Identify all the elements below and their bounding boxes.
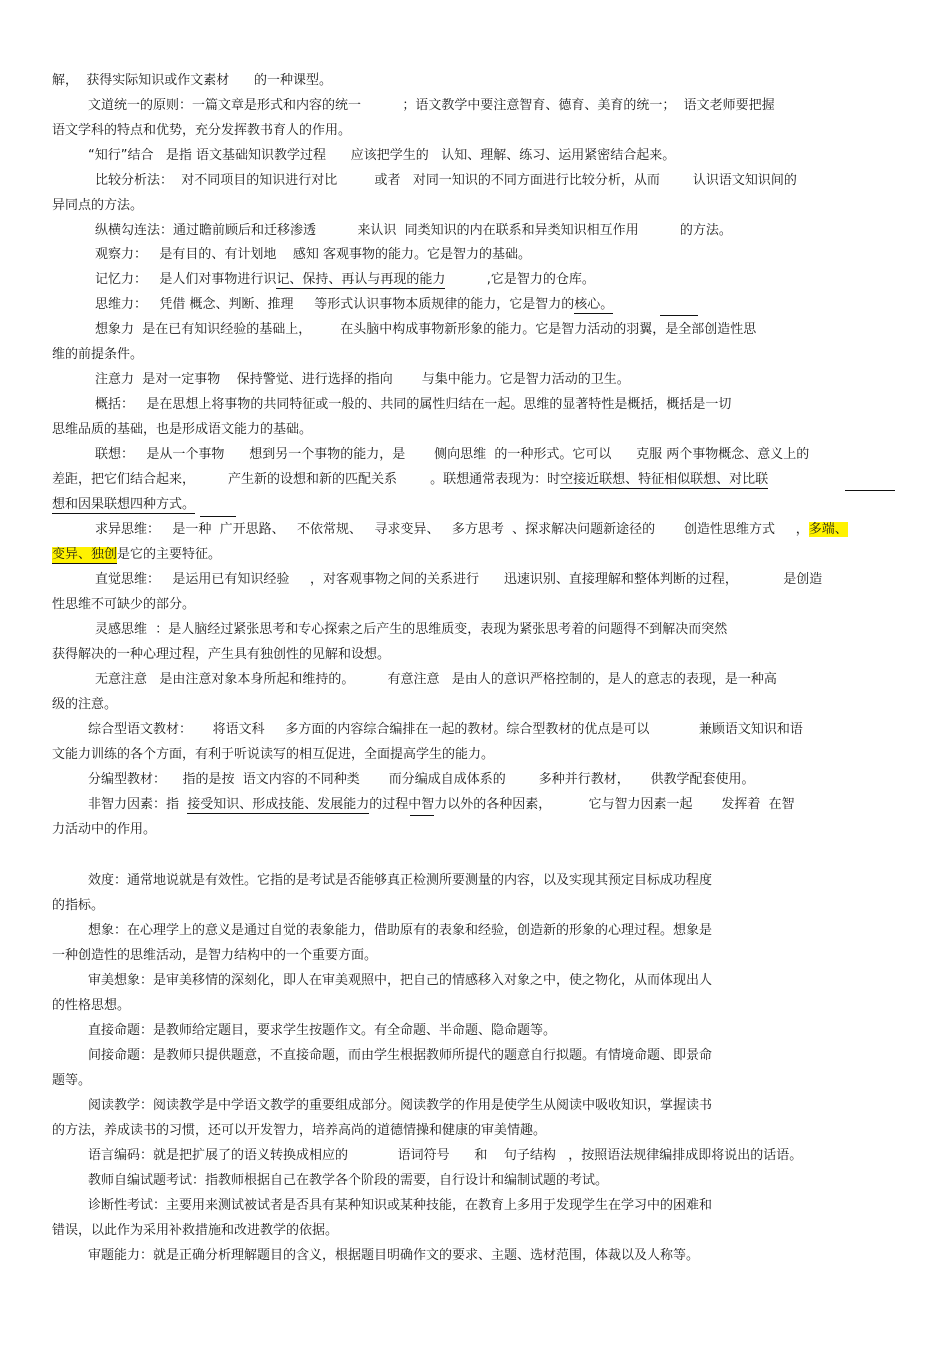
text-line: 力活动中的作用。: [52, 822, 157, 837]
text-line: 诊断性考试：主要用来测试被试者是否具有某种知识或某种技能，在教育上多用于发现学生在学习中的困难和: [88, 1198, 713, 1213]
text-line: 的方法，养成读书的习惯，还可以开发智力，培养高尚的道德情操和健康的审美情趣。: [52, 1123, 547, 1138]
text-line: 间接命题：是教师只提供题意，不直接命题，而由学生根据教师所提代的题意自行拟题。有情境命题、即景命: [88, 1048, 713, 1063]
text-line: 想象：在心理学上的意义是通过自觉的表象能力，借助原有的表象和经验，创造新的形象的心理过程。想象是: [88, 923, 713, 938]
text-line: 维的前提条件。: [52, 347, 144, 362]
underlined-term: 想和因果联想四种方式。: [52, 497, 196, 512]
highlighted-term: 变异、独创: [52, 547, 118, 562]
text-line: 语文学科的特点和优势，充分发挥教书育人的作用。: [52, 123, 352, 138]
text-line: 的性格思想。: [52, 998, 131, 1013]
text-line: 综合型语文教材： 将语文科 多方面的内容综合编排在一起的教材。综合型教材的优点是可以 兼顾语文知识和语: [88, 722, 803, 737]
text-segment: 差距，把它们结合起来， 产生新的设想和新的匹配关系 。联想通常表现为：时: [52, 472, 561, 487]
text-line: [52, 471, 768, 489]
text-line: 阅读教学：阅读教学是中学语文教学的重要组成部分。阅读教学的作用是使学生从阅读中吸收知识，掌握读书: [88, 1098, 713, 1113]
text-line: [95, 296, 613, 314]
text-line: [95, 271, 595, 289]
text-line: 效度：通常地说就是有效性。它指的是考试是否能够真正检测所要测量的内容，以及实现其预定目标成功程度: [88, 873, 713, 888]
text-line: [52, 546, 221, 564]
text-line: 文道统一的原则：一篇文章是形式和内容的统一 ；语文教学中要注意智育、德育、美育的统一； 语文老师要把握: [88, 98, 775, 113]
text-line: 性思维不可缺少的部分。: [52, 597, 196, 612]
text-line: [52, 496, 195, 514]
underline-rule: [660, 315, 698, 316]
text-line: [88, 796, 795, 814]
text-line: 文能力训练的各个方面，有利于听说读写的相互促进，全面提高学生的能力。: [52, 747, 495, 762]
underlined-term: 接受知识、形成技能、发展能力: [187, 797, 370, 812]
text-line: [95, 521, 848, 539]
underlined-term: 空接近联想、特征相似联想、对比联: [560, 472, 769, 487]
underline-rule: [410, 815, 434, 816]
text-line: 概括： 是在思想上将事物的共同特征或一般的、共同的属性归结在一起。思维的显著特性是概括，概括是一切: [95, 397, 732, 412]
underline-rule: [845, 490, 895, 491]
text-line: 无意注意 是由注意对象本身所起和维持的。 有意注意 是由人的意识严格控制的，是人的意志的表现，是一种高: [95, 672, 777, 687]
text-line: 观察力： 是有目的、有计划地 感知 客观事物的能力。它是智力的基础。: [95, 247, 532, 262]
text-line: 异同点的方法。: [52, 198, 144, 213]
underlined-term: 核心。: [574, 297, 614, 312]
text-line: 获得解决的一种心理过程，产生具有独创性的见解和设想。: [52, 647, 391, 662]
text-line: 级的注意。: [52, 697, 118, 712]
underlined-term: 记、保持、再认与再现的能力: [276, 272, 446, 287]
text-line: 灵感思维 ：是人脑经过紧张思考和专心探索之后产生的思维质变，表现为紧张思考着的问题得不到解决而突然: [95, 622, 728, 637]
underline-rule: [200, 516, 236, 517]
text-segment: 的过程中智力以外的各种因素， 它与智力因素一起 发挥着 在智: [369, 797, 795, 812]
text-line: 题等。: [52, 1073, 92, 1088]
text-line: 语言编码：就是把扩展了的语义转换成相应的 语词符号 和 句子结构 ，按照语法规律编排成即将说出的话语。: [88, 1148, 803, 1163]
text-segment: 是它的主要特征。: [117, 547, 222, 562]
text-line: 的指标。: [52, 898, 105, 913]
text-segment: 求异思维： 是一种 广开思路、 不依常规、 寻求变异、 多方思考 、探求解决问题新途径的 创造性思维方式 ，: [95, 522, 809, 537]
text-line: 联想： 是从一个事物 想到另一个事物的能力，是 侧向思维 的一种形式。它可以 克服 两个事物概念、意义上的: [95, 447, 810, 462]
text-line: 错误，以此作为采用补救措施和改进教学的依据。: [52, 1223, 339, 1238]
text-line: 审题能力：就是正确分析理解题目的含义，根据题目明确作文的要求、主题、选材范围，体裁以及人称等。: [88, 1248, 700, 1263]
text-segment: 思维力： 凭借 概念、判断、推理 等形式认识事物本质规律的能力，它是智力的: [95, 297, 575, 312]
highlighted-term: 多端、: [808, 522, 848, 537]
text-line: 注意力 是对一定事物 保持警觉、进行选择的指向 与集中能力。它是智力活动的卫生。: [95, 372, 630, 387]
text-line: 一种创造性的思维活动，是智力结构中的一个重要方面。: [52, 948, 378, 963]
text-line: 比较分析法： 对不同项目的知识进行对比 或者 对同一知识的不同方面进行比较分析，从而 认识语文知识间的: [95, 173, 797, 188]
text-line: 思维品质的基础，也是形成语文能力的基础。: [52, 422, 313, 437]
text-segment: 记忆力： 是人们对事物进行识: [95, 272, 277, 287]
text-line: 纵横勾连法：通过瞻前顾后和迁移渗透 来认识 同类知识的内在联系和异类知识相互作用 的方法。: [95, 223, 732, 238]
text-line: 教师自编试题考试：指教师根据自己在教学各个阶段的需要，自行设计和编制试题的考试。: [88, 1173, 609, 1188]
text-line: 解， 获得实际知识或作文素材 的一种课型。: [52, 73, 333, 88]
text-segment: ,它是智力的仓库。: [445, 272, 595, 287]
text-line: 直觉思维： 是运用已有知识经验 ，对客观事物之间的关系进行 迅速识别、直接理解和整体判断的过程， 是创造: [95, 572, 823, 587]
text-line: 审美想象：是审美移情的深刻化，即人在审美观照中，把自己的情感移入对象之中，使之物化，从而体现出人: [88, 973, 713, 988]
text-segment: 非智力因素：指: [88, 797, 180, 812]
text-line: 想象力 是在已有知识经验的基础上， 在头脑中构成事物新形象的能力。它是智力活动的羽翼，是全部创造性思: [95, 322, 757, 337]
text-line: “知行”结合 是指 语文基础知识教学过程 应该把学生的 认知、理解、练习、运用紧密结合起来。: [88, 148, 676, 163]
text-line: 分编型教材： 指的是按 语文内容的不同种类 而分编成自成体系的 多种并行教材， 供教学配套使用。: [88, 772, 755, 787]
text-line: 直接命题：是教师给定题目，要求学生按题作文。有全命题、半命题、隐命题等。: [88, 1023, 557, 1038]
